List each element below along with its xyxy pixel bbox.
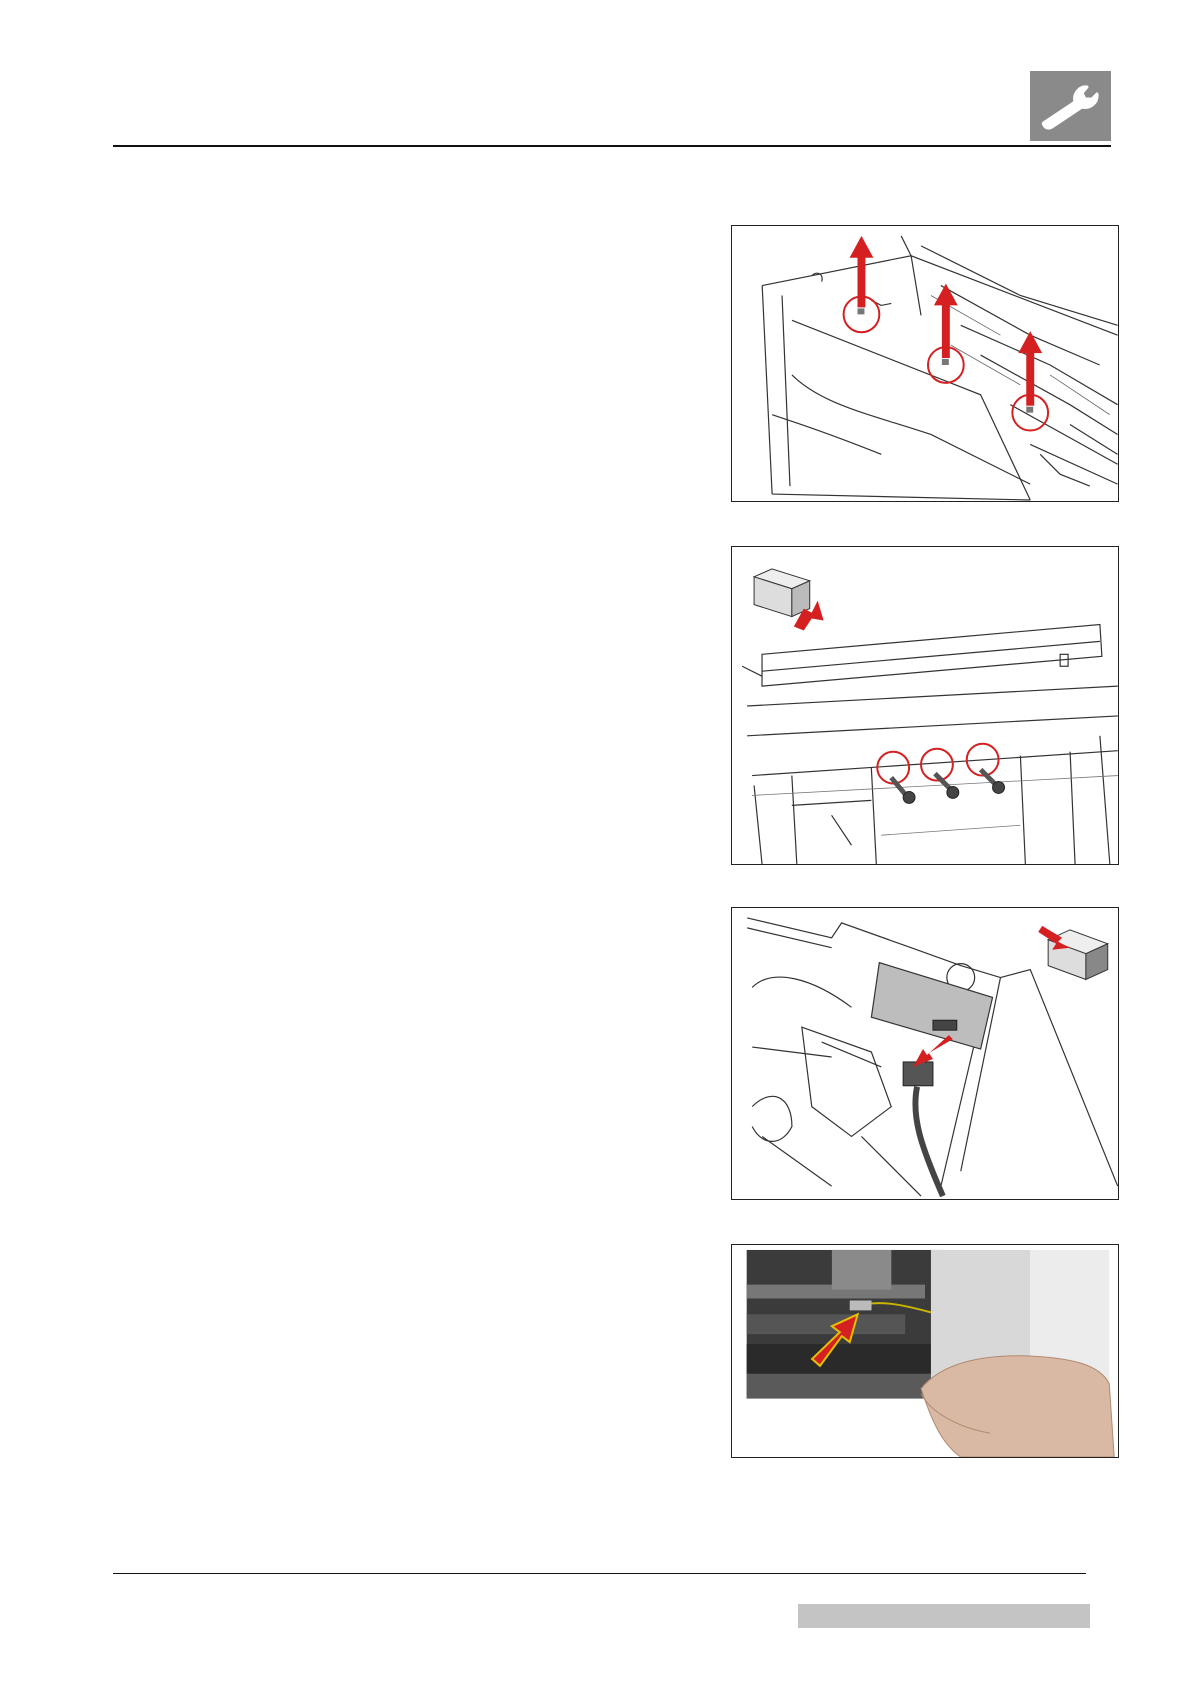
header-rule bbox=[113, 145, 1111, 147]
connector-icon bbox=[903, 1020, 957, 1196]
wrench-badge bbox=[1030, 71, 1111, 141]
figure-2 bbox=[731, 546, 1119, 865]
figure-3-illustration bbox=[732, 908, 1118, 1199]
figure-2-illustration bbox=[732, 547, 1118, 864]
figure-3 bbox=[731, 907, 1119, 1200]
hand bbox=[921, 1356, 1114, 1457]
figure-4-photo bbox=[732, 1245, 1118, 1457]
footer-rule bbox=[113, 1573, 1086, 1574]
figure-1-illustration bbox=[732, 226, 1118, 501]
wrench-icon bbox=[1039, 82, 1103, 130]
figure-4 bbox=[731, 1244, 1119, 1458]
footer-bar bbox=[798, 1604, 1090, 1628]
figure-1 bbox=[731, 225, 1119, 502]
thumbnail-unit-icon bbox=[754, 569, 810, 617]
